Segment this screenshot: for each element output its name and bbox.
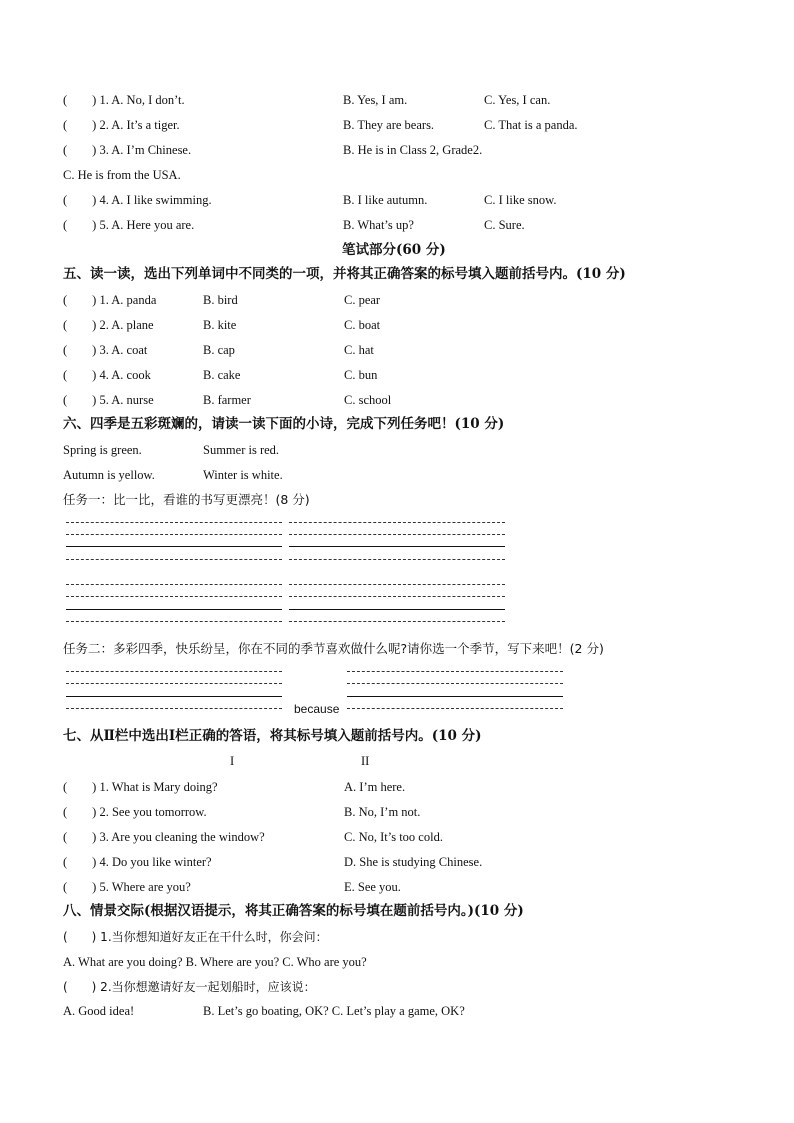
poem-autumn: Autumn is yellow.: [63, 468, 155, 482]
poem-spring: Spring is green.: [63, 443, 142, 457]
section6-title: 六、四季是五彩斑斓的，请读一读下面的小诗，完成下列任务吧！(10 分): [63, 416, 505, 432]
task2-label: 任务二：多彩四季，快乐纷呈，你在不同的季节喜欢做什么呢?请你选一个季节，写下来吧！(2 分): [63, 641, 604, 656]
s5-q1-c: C. pear: [344, 293, 381, 307]
listen-q5-c: C. Sure.: [484, 218, 525, 232]
s5-q4-c: C. bun: [344, 368, 378, 382]
listen-q4-c: C. I like snow.: [484, 193, 557, 207]
listen-q4-a: ( ) 4. A. I like swimming.: [63, 193, 212, 207]
column-ii-label: II: [361, 754, 370, 768]
listen-q1-c: C. Yes, I can.: [484, 93, 551, 107]
listen-q3-b: B. He is in Class 2, Grade2.: [343, 143, 483, 157]
s5-q2-a: ( ) 2. A. plane: [63, 318, 154, 332]
s5-q1-a: ( ) 1. A. panda: [63, 293, 157, 307]
listen-q2-b: B. They are bears.: [343, 118, 435, 132]
s5-q2-c: C. boat: [344, 318, 381, 332]
s5-q3-c: C. hat: [344, 343, 374, 357]
s7-a3: C. No, It’s too cold.: [344, 830, 443, 844]
poem-summer: Summer is red.: [203, 443, 280, 457]
s7-a4: D. She is studying Chinese.: [344, 855, 483, 869]
listen-q4-b: B. I like autumn.: [343, 193, 428, 207]
s5-q4-a: ( ) 4. A. cook: [63, 368, 151, 382]
listen-q2-a: ( ) 2. A. It’s a tiger.: [63, 118, 180, 132]
s5-q2-b: B. kite: [203, 318, 237, 332]
column-i-label: I: [230, 754, 235, 768]
s7-a1: A. I’m here.: [344, 780, 406, 794]
s8-q2-options-bc: B. Let’s go boating, OK? C. Let’s play a game, OK?: [203, 1004, 465, 1018]
s5-q3-a: ( ) 3. A. coat: [63, 343, 148, 357]
section7-title: 七、从Ⅱ栏中选出Ⅰ栏正确的答语，将其标号填入题前括号内。(10 分): [63, 728, 482, 744]
s5-q1-b: B. bird: [203, 293, 238, 307]
section8-title: 八、情景交际(根据汉语提示，将其正确答案的标号填在题前括号内。)(10 分): [63, 903, 524, 919]
s5-q5-c: C. school: [344, 393, 392, 407]
s5-q5-b: B. farmer: [203, 393, 251, 407]
s5-q5-a: ( ) 5. A. nurse: [63, 393, 154, 407]
s7-a2: B. No, I’m not.: [344, 805, 421, 819]
task1-label: 任务一：比一比，看谁的书写更漂亮！(8 分): [63, 492, 310, 507]
s8-q1-options: A. What are you doing? B. Where are you? C. Who are you?: [63, 955, 367, 969]
s7-q1: ( ) 1. What is Mary doing?: [63, 780, 218, 794]
s7-q5: ( ) 5. Where are you?: [63, 880, 191, 894]
listen-q3-a: ( ) 3. A. I’m Chinese.: [63, 143, 192, 157]
s7-q3: ( ) 3. Are you cleaning the window?: [63, 830, 265, 844]
listen-q5-b: B. What’s up?: [343, 218, 414, 232]
s7-a5: E. See you.: [344, 880, 401, 894]
poem-winter: Winter is white.: [203, 468, 283, 482]
section5-title: 五、读一读，选出下列单词中不同类的一项，并将其正确答案的标号填入题前括号内。(10 分): [63, 266, 626, 282]
s8-q1: ( ) 1.当你想知道好友正在干什么时，你会问：: [63, 930, 328, 944]
because-label: because: [294, 702, 340, 716]
s7-q4: ( ) 4. Do you like winter?: [63, 855, 212, 869]
s8-q2: ( ) 2.当你想邀请好友一起划船时，应该说：: [63, 980, 316, 994]
listen-q1-b: B. Yes, I am.: [343, 93, 408, 107]
s5-q3-b: B. cap: [203, 343, 235, 357]
listen-q2-c: C. That is a panda.: [484, 118, 578, 132]
listen-q1-a: ( ) 1. A. No, I don’t.: [63, 93, 185, 107]
s5-q4-b: B. cake: [203, 368, 241, 382]
s7-q2: ( ) 2. See you tomorrow.: [63, 805, 207, 819]
listen-q5-a: ( ) 5. A. Here you are.: [63, 218, 195, 232]
s8-q2-option-a: A. Good idea!: [63, 1004, 135, 1018]
listen-q3-c: C. He is from the USA.: [63, 168, 181, 182]
written-part-title: 笔试部分(60 分): [342, 242, 446, 258]
